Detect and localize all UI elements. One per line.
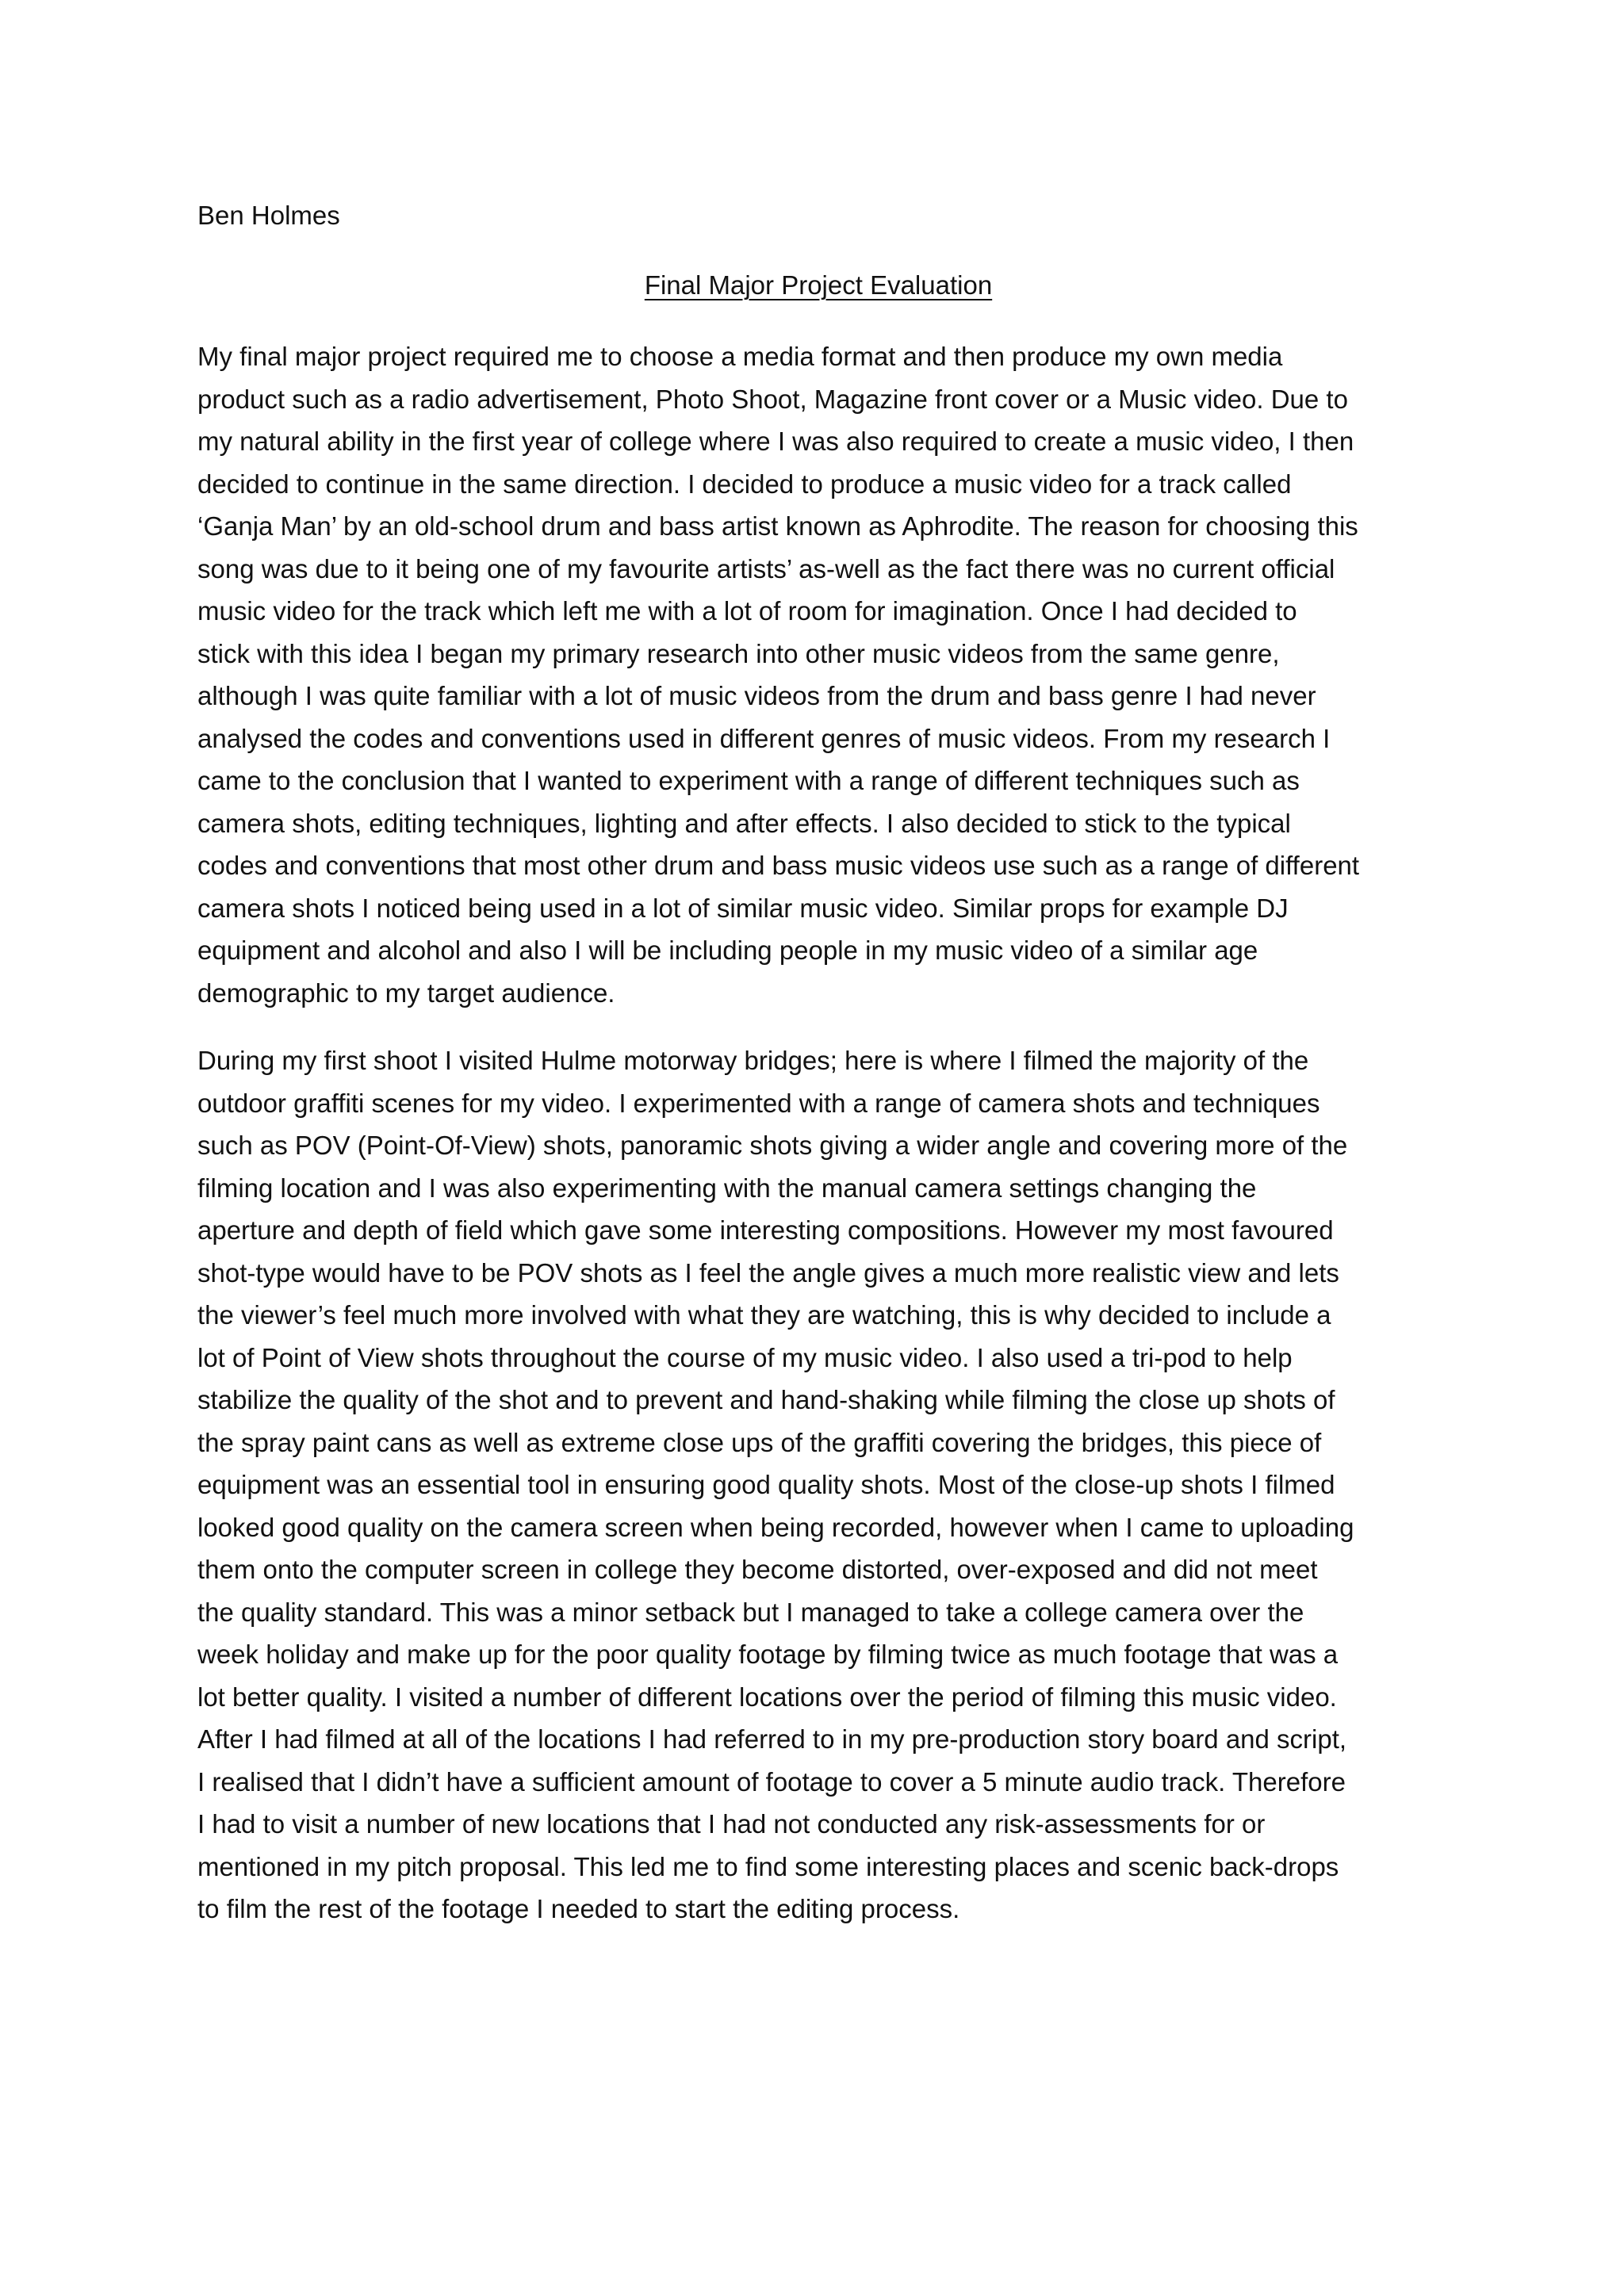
paragraph-line: lot of Point of View shots throughout the course of my music video. I also used a tri-pod to help bbox=[197, 1342, 1293, 1372]
paragraph-line: looked good quality on the camera screen when being recorded, however when I came to uploading bbox=[197, 1512, 1354, 1542]
paragraph-line: During my first shoot I visited Hulme motorway bridges; here is where I filmed the majority of the bbox=[197, 1046, 1309, 1075]
paragraph-line: My final major project required me to choose a media format and then produce my own media bbox=[197, 342, 1283, 371]
paragraph-line: came to the conclusion that I wanted to experiment with a range of different techniques such as bbox=[197, 766, 1300, 795]
paragraph-line: product such as a radio advertisement, Photo Shoot, Magazine front cover or a Music video. Due to bbox=[197, 384, 1348, 414]
paragraph-line: such as POV (Point-Of-View) shots, panoramic shots giving a wider angle and covering more of the bbox=[197, 1131, 1348, 1160]
paragraph-line: After I had filmed at all of the locations I had referred to in my pre-production story board and script, bbox=[197, 1724, 1347, 1754]
paragraph-line: them onto the computer screen in college they become distorted, over-exposed and did not meet bbox=[197, 1555, 1318, 1584]
paragraph-1 bbox=[197, 335, 1359, 1014]
paragraph-line: the quality standard. This was a minor setback but I managed to take a college camera over the bbox=[197, 1597, 1304, 1627]
paragraph-line: camera shots I noticed being used in a lot of similar music video. Similar props for example DJ bbox=[197, 893, 1289, 923]
paragraph-line: analysed the codes and conventions used in different genres of music videos. From my research I bbox=[197, 723, 1331, 753]
document-title-text: Final Major Project Evaluation bbox=[644, 270, 993, 300]
paragraph-line: equipment was an essential tool in ensuring good quality shots. Most of the close-up shots I filmed bbox=[197, 1470, 1335, 1499]
paragraph-line: the spray paint cans as well as extreme close ups of the graffiti covering the bridges, this piece of bbox=[197, 1427, 1322, 1457]
paragraph-line: equipment and alcohol and also I will be including people in my music video of a similar age bbox=[197, 936, 1258, 965]
paragraph-line: week holiday and make up for the poor quality footage by filming twice as much footage that was a bbox=[197, 1640, 1339, 1669]
author-name: Ben Holmes bbox=[197, 201, 340, 230]
paragraph-line: aperture and depth of field which gave some interesting compositions. However my most favoured bbox=[197, 1215, 1334, 1245]
paragraph-line: stabilize the quality of the shot and to prevent and hand-shaking while filming the close up shots of bbox=[197, 1385, 1335, 1414]
paragraph-line: stick with this idea I began my primary research into other music videos from the same genre, bbox=[197, 638, 1280, 668]
paragraph-line: music video for the track which left me with a lot of room for imagination. Once I had decided to bbox=[197, 596, 1297, 626]
paragraph-line: filming location and I was also experimenting with the manual camera settings changing the bbox=[197, 1173, 1257, 1203]
paragraph-line: my natural ability in the first year of college where I was also required to create a music video, I then bbox=[197, 427, 1354, 456]
paragraph-line: decided to continue in the same direction. I decided to produce a music video for a track called bbox=[197, 469, 1292, 499]
paragraph-line: the viewer’s feel much more involved with what they are watching, this is why decided to include a bbox=[197, 1300, 1331, 1330]
paragraph-line: codes and conventions that most other drum and bass music videos use such as a range of different bbox=[197, 851, 1360, 880]
document-title bbox=[197, 270, 1439, 301]
paragraph-line: lot better quality. I visited a number of different locations over the period of filming this music video. bbox=[197, 1682, 1337, 1712]
paragraph-line: I had to visit a number of new locations that I had not conducted any risk-assessments for or bbox=[197, 1809, 1266, 1839]
paragraph-line: to film the rest of the footage I needed to start the editing process. bbox=[197, 1894, 960, 1923]
paragraph-line: mentioned in my pitch proposal. This led me to find some interesting places and scenic back-drops bbox=[197, 1851, 1339, 1881]
paragraph-line: song was due to it being one of my favourite artists’ as-well as the fact there was no current official bbox=[197, 553, 1335, 584]
paragraph-line: outdoor graffiti scenes for my video. I experimented with a range of camera shots and techniques bbox=[197, 1088, 1320, 1118]
paragraph-line: demographic to my target audience. bbox=[197, 978, 615, 1008]
paragraph-line: camera shots, editing techniques, lighting and after effects. I also decided to stick to the typical bbox=[197, 808, 1291, 838]
paragraph-line: although I was quite familiar with a lot of music videos from the drum and bass genre I had never bbox=[197, 681, 1316, 710]
paragraph-line: ‘Ganja Man’ by an old-school drum and bass artist known as Aphrodite. The reason for choosing this bbox=[197, 511, 1358, 541]
paragraph-line: shot-type would have to be POV shots as I feel the angle gives a much more realistic view and lets bbox=[197, 1257, 1339, 1288]
paragraph-2 bbox=[197, 1039, 1354, 1931]
paragraph-line: I realised that I didn’t have a sufficient amount of footage to cover a 5 minute audio track. Therefore bbox=[197, 1766, 1346, 1797]
